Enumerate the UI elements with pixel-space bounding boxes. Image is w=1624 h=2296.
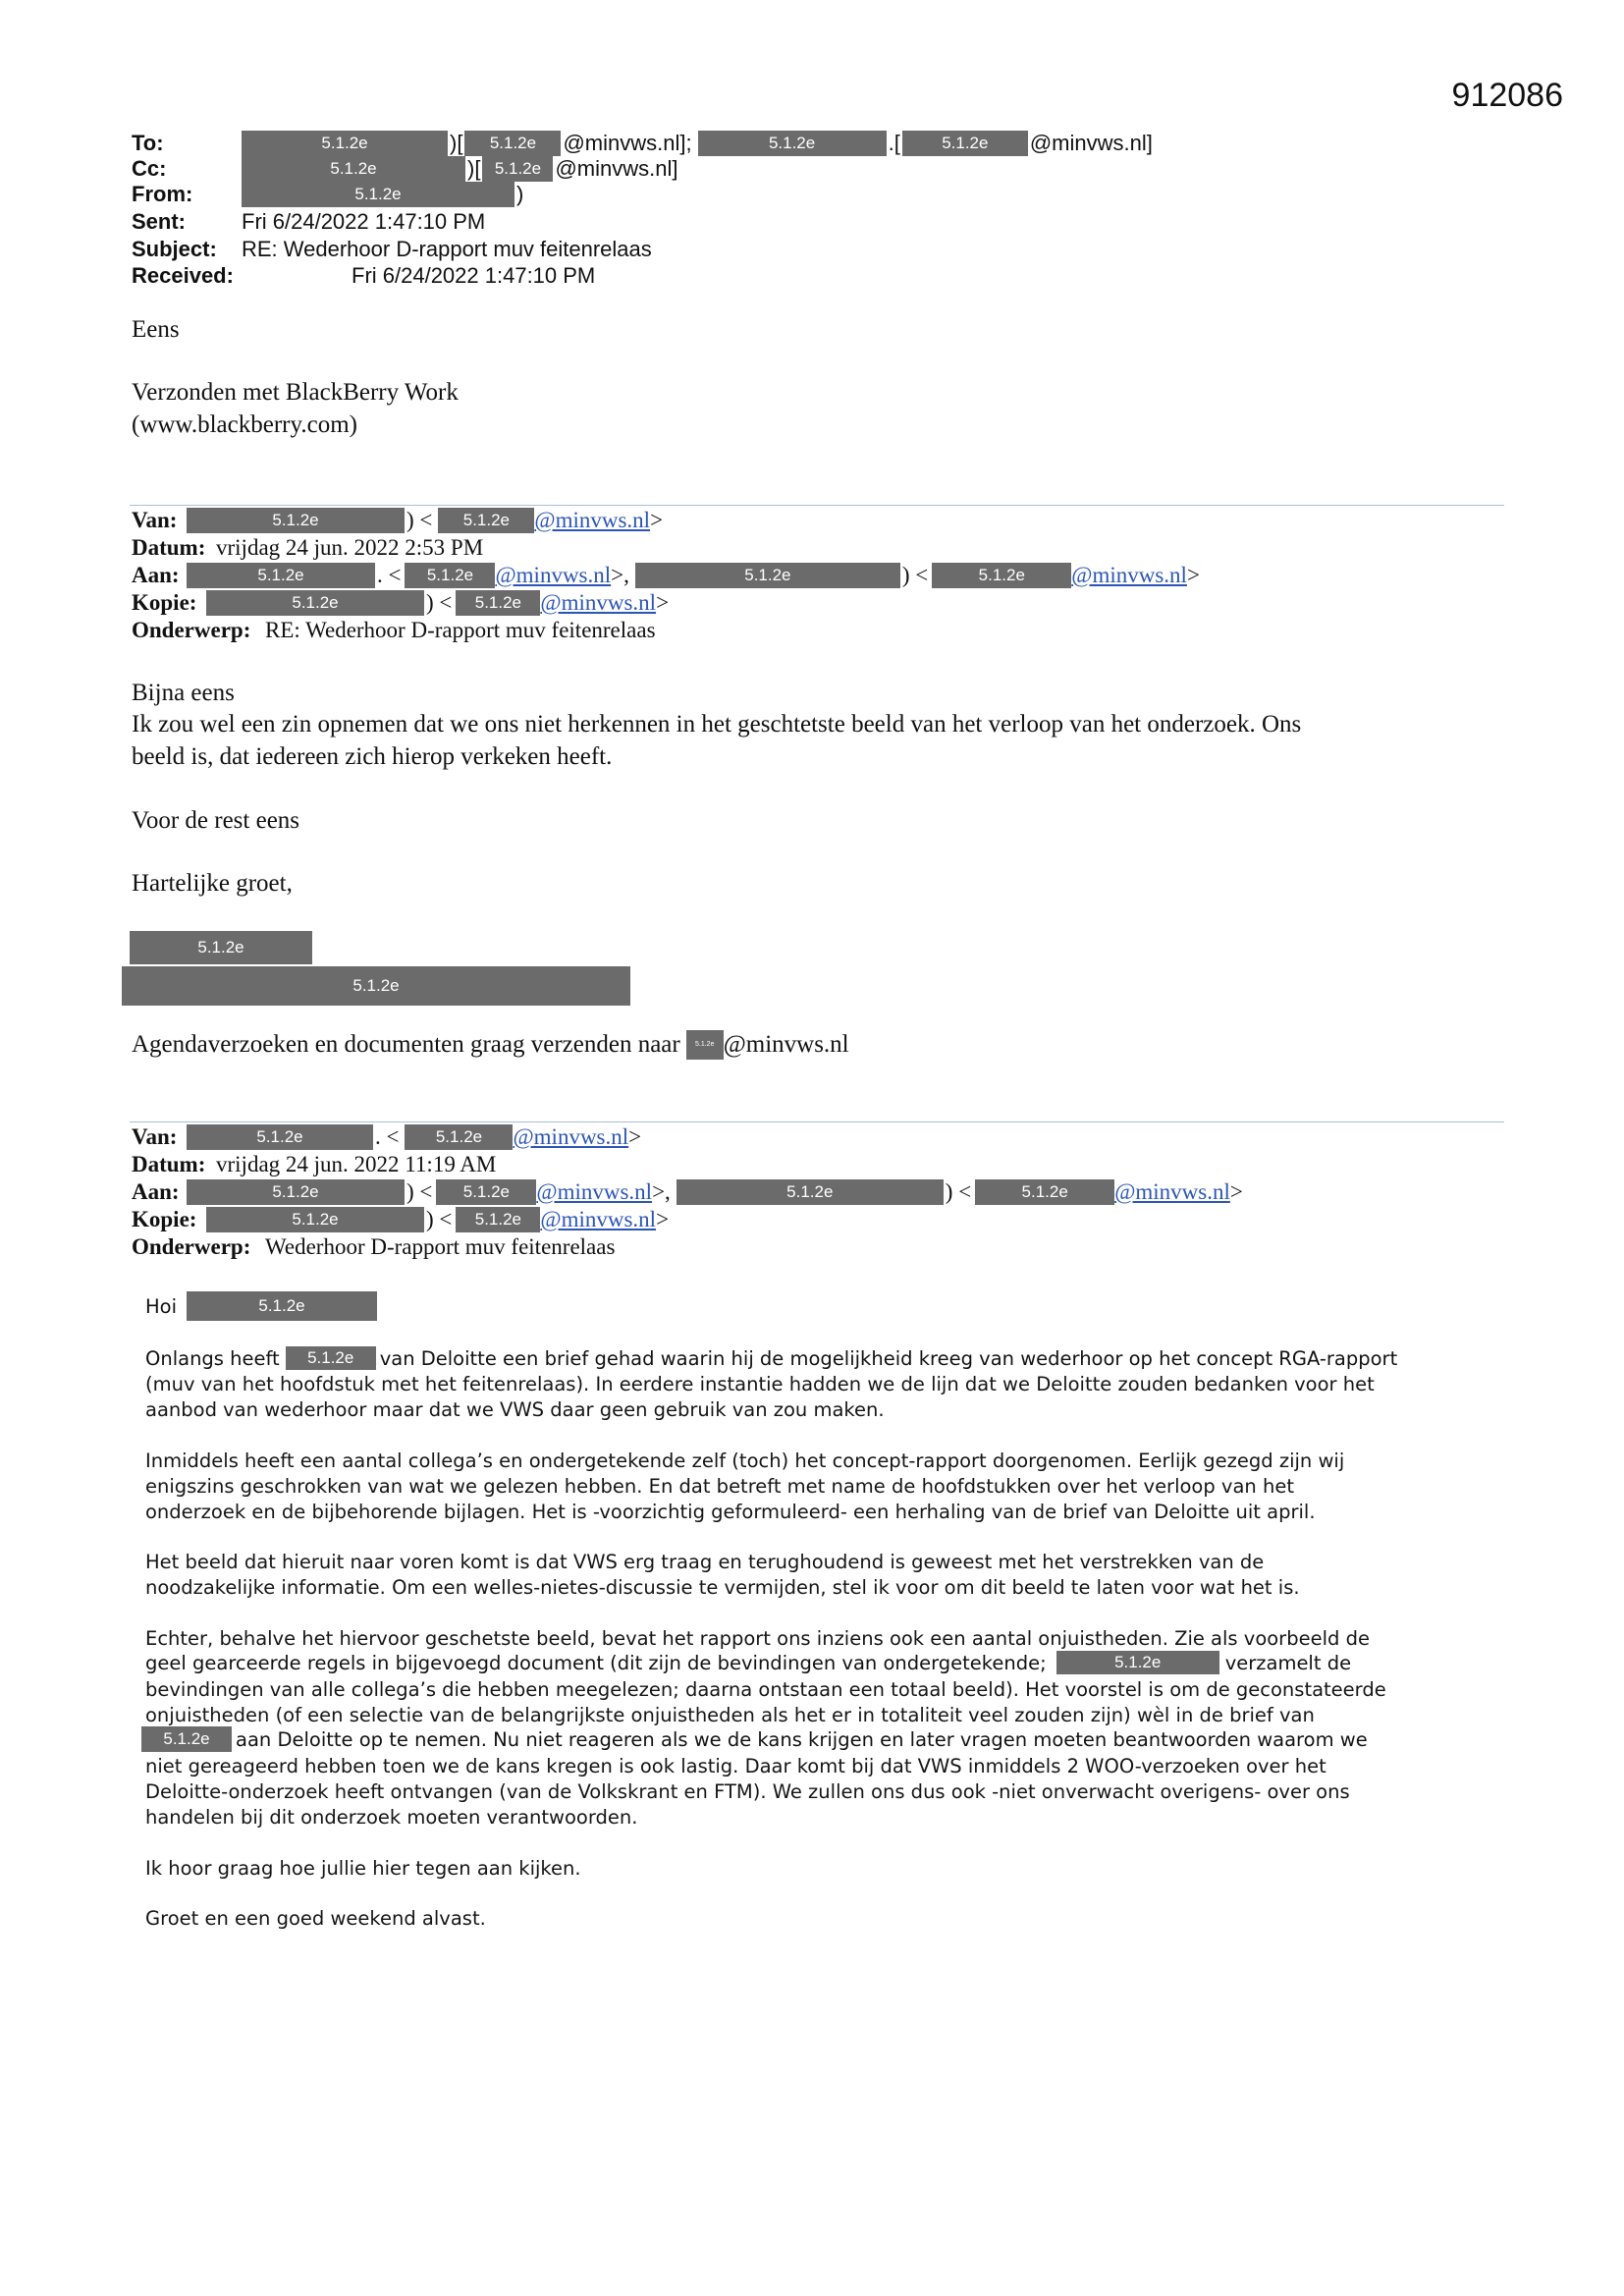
redaction-box: 5.1.2e xyxy=(242,131,448,156)
paragraph-line: aanbod van wederhoor maar dat we VWS daar geen gebruik van zou maken. xyxy=(145,1398,885,1421)
aan-separator: >, xyxy=(611,563,629,587)
aan-separator: . < xyxy=(377,563,402,587)
agenda-email: @minvws.nl xyxy=(723,1031,849,1058)
closing-line: Groet en een goed weekend alvast. xyxy=(145,1907,486,1930)
body-text: verzamelt de xyxy=(1224,1651,1352,1674)
redaction-box: 5.1.2e xyxy=(187,1124,373,1150)
aan-email-link[interactable]: @minvws.nl xyxy=(1114,1179,1230,1204)
redaction-box: 5.1.2e xyxy=(698,131,887,156)
to-row xyxy=(132,130,1153,157)
redaction-box: 5.1.2e xyxy=(187,1179,405,1205)
received-row xyxy=(132,262,595,290)
redaction-box: 5.1.2e xyxy=(405,563,495,588)
aan-separator: ) < xyxy=(901,563,929,587)
to-label: To: xyxy=(132,131,164,155)
kopie-label: Kopie: xyxy=(132,1207,197,1231)
redaction-box: 5.1.2e xyxy=(206,590,424,616)
mail2-body-line: Bijna eens xyxy=(132,680,235,706)
paragraph-line xyxy=(145,1345,1397,1371)
van-label: Van: xyxy=(132,1124,178,1149)
redaction-box: 5.1.2e xyxy=(405,1124,513,1150)
kopie-email-link[interactable]: @minvws.nl xyxy=(540,1207,657,1231)
mail2-body-line: Ik zou wel een zin opnemen dat we ons niet herkennen in het geschtetste beeld van het verloop van het onderzoek. Ons xyxy=(132,711,1302,738)
paragraph-line: onjuistheden (of een selectie van de belangrijkste onjuistheden als het er in totaliteit veel zouden zijn) wèl in de brief van xyxy=(145,1704,1315,1726)
datum-row xyxy=(132,534,483,562)
aan-separator: >, xyxy=(652,1179,671,1204)
paragraph-line xyxy=(141,1726,1368,1752)
greeting-text: Hoi xyxy=(145,1294,178,1318)
subject-label: Subject: xyxy=(132,237,217,261)
cc-row xyxy=(132,155,677,183)
signature-redaction: 5.1.2e xyxy=(122,966,630,1006)
redaction-box: 5.1.2e xyxy=(187,563,375,588)
received-value: Fri 6/24/2022 1:47:10 PM xyxy=(352,263,596,288)
divider xyxy=(130,505,1504,506)
cc-label: Cc: xyxy=(132,156,167,181)
redaction-box: 5.1.2e xyxy=(456,590,540,616)
aan-bracket: > xyxy=(1186,563,1200,587)
from-row xyxy=(132,181,523,208)
aan-label: Aan: xyxy=(132,563,180,587)
paragraph-line xyxy=(145,1650,1351,1675)
kopie-separator: ) < xyxy=(426,590,453,615)
reply-body-text: Eens xyxy=(132,316,180,343)
to-separator: .[ xyxy=(888,131,900,155)
datum-value: vrijdag 24 jun. 2022 11:19 AM xyxy=(216,1152,497,1176)
greeting-line xyxy=(145,1292,377,1320)
onderwerp-label: Onderwerp: xyxy=(132,618,251,642)
onderwerp-value: RE: Wederhoor D-rapport muv feitenrelaas xyxy=(265,618,656,642)
paragraph-line: Deloitte-onderzoek heeft ontvangen (van de Volkskrant en FTM). We zullen ons dus ook -niet onverwacht overigens- over ons xyxy=(145,1780,1350,1803)
document-number: 912086 xyxy=(1451,77,1563,114)
aan-separator: ) < xyxy=(406,1179,433,1204)
van-separator: ) < xyxy=(406,508,433,532)
paragraph-line: bevindingen van alle collega’s die hebben meegelezen; daarna ontstaan een totaal beeld). Het voorstel is om de geconstateerde xyxy=(145,1678,1386,1701)
from-separator: ) xyxy=(516,182,524,206)
onderwerp-row xyxy=(132,617,656,644)
redaction-box: 5.1.2e xyxy=(456,1207,540,1232)
redaction-box: 5.1.2e xyxy=(635,563,900,588)
aan-email-link[interactable]: @minvws.nl xyxy=(536,1179,653,1204)
redaction-box: 5.1.2e xyxy=(206,1207,424,1232)
van-label: Van: xyxy=(132,508,178,532)
kopie-separator: ) < xyxy=(426,1207,453,1231)
mail2-body-line: Voor de rest eens xyxy=(132,807,300,834)
paragraph-line: handelen bij dit onderzoek moeten verantwoorden. xyxy=(145,1806,638,1829)
mail2-body-line: beeld is, dat iedereen zich hierop verkeken heeft. xyxy=(132,743,613,770)
van-bracket: > xyxy=(628,1124,642,1149)
redaction-box: 5.1.2e xyxy=(141,1726,232,1752)
paragraph-line: Inmiddels heeft een aantal collega’s en ondergetekende zelf (toch) het concept-rapport doorgenomen. Eerlijk gezegd zijn wij xyxy=(145,1449,1345,1472)
van-bracket: > xyxy=(650,508,664,532)
sent-row xyxy=(132,208,485,236)
aan-email-link[interactable]: @minvws.nl xyxy=(1071,563,1187,587)
van-email-link[interactable]: @minvws.nl xyxy=(534,508,651,532)
body-text: Onlangs heeft xyxy=(145,1346,280,1370)
kopie-label: Kopie: xyxy=(132,590,197,615)
to-email: @minvws.nl] xyxy=(1029,131,1153,155)
redaction-box: 5.1.2e xyxy=(187,508,405,533)
redaction-box: 5.1.2e xyxy=(187,1291,377,1321)
datum-label: Datum: xyxy=(132,535,206,560)
van-email-link[interactable]: @minvws.nl xyxy=(513,1124,629,1149)
onderwerp-row xyxy=(132,1233,615,1261)
to-separator: )[ xyxy=(450,131,463,155)
redaction-box: 5.1.2e xyxy=(677,1179,944,1205)
paragraph-line: (muv van het hoofdstuk met het feitenrelaas). In eerdere instantie hadden we de lijn dat we Deloitte zouden bedanken voor het xyxy=(145,1373,1375,1395)
paragraph-line: enigszins geschrokken van wat we gelezen hebben. En dat betreft met name de hoofdstukken over het verloop van het xyxy=(145,1475,1294,1498)
from-label: From: xyxy=(132,182,193,206)
signature-redaction: 5.1.2e xyxy=(130,931,312,964)
van-row xyxy=(132,1123,641,1151)
paragraph-line: Echter, behalve het hiervoor geschetste beeld, bevat het rapport ons inziens ook een aantal onjuistheden. Zie als voorbeeld de xyxy=(145,1627,1370,1650)
paragraph-line: niet gereageerd hebben toen we de kans kregen is ook lastig. Daar komt bij dat VWS inmiddels 2 WOO-verzoeken over het xyxy=(145,1755,1326,1777)
signature-line: (www.blackberry.com) xyxy=(132,411,357,438)
paragraph-line: noodzakelijke informatie. Om een welles-nietes-discussie te vermijden, stel ik voor om dit beeld te laten voor wat het is. xyxy=(145,1576,1300,1599)
van-separator: . < xyxy=(375,1124,400,1149)
aan-bracket: > xyxy=(1229,1179,1243,1204)
aan-label: Aan: xyxy=(132,1179,180,1204)
datum-label: Datum: xyxy=(132,1152,206,1176)
onderwerp-label: Onderwerp: xyxy=(132,1234,251,1259)
aan-row xyxy=(132,562,1200,589)
redaction-box: 5.1.2e xyxy=(286,1346,376,1370)
divider xyxy=(130,1121,1504,1122)
redaction-box: 5.1.2e xyxy=(902,131,1028,156)
datum-value: vrijdag 24 jun. 2022 2:53 PM xyxy=(216,535,484,560)
subject-row xyxy=(132,236,652,263)
subject-value: RE: Wederhoor D-rapport muv feitenrelaas xyxy=(242,237,652,261)
kopie-email-link[interactable]: @minvws.nl xyxy=(540,590,657,615)
redaction-box: 5.1.2e xyxy=(1056,1651,1219,1674)
cc-separator: )[ xyxy=(467,156,481,181)
signature-line: Verzonden met BlackBerry Work xyxy=(132,379,459,406)
kopie-bracket: > xyxy=(656,590,670,615)
redaction-box: 5.1.2e xyxy=(686,1030,724,1060)
sent-label: Sent: xyxy=(132,209,186,234)
van-row xyxy=(132,507,663,534)
agenda-text: Agendaverzoeken en documenten graag verzenden naar xyxy=(132,1031,680,1058)
paragraph-line: onderzoek en de bijbehorende bijlagen. Het is -voorzichtig geformuleerd- een herhaling van de brief van Deloitte uit april. xyxy=(145,1501,1316,1523)
body-text: geel gearceerde regels in bijgevoegd document (dit zijn de bevindingen van ondergetekende; xyxy=(145,1651,1047,1674)
redaction-box: 5.1.2e xyxy=(464,131,561,156)
paragraph-line: Ik hoor graag hoe jullie hier tegen aan kijken. xyxy=(145,1857,581,1880)
received-label: Received: xyxy=(132,263,234,288)
redaction-box: 5.1.2e xyxy=(482,156,553,182)
aan-email-link[interactable]: @minvws.nl xyxy=(495,563,612,587)
aan-separator: ) < xyxy=(945,1179,972,1204)
kopie-row xyxy=(132,1206,669,1233)
redaction-box: 5.1.2e xyxy=(242,182,514,207)
agenda-line xyxy=(132,1029,849,1061)
aan-row xyxy=(132,1178,1243,1206)
paragraph-line: Het beeld dat hieruit naar voren komt is dat VWS erg traag en terughoudend is geweest met het verstrekken van de xyxy=(145,1551,1265,1573)
kopie-row xyxy=(132,589,669,617)
redaction-box: 5.1.2e xyxy=(932,563,1071,588)
redaction-box: 5.1.2e xyxy=(975,1179,1114,1205)
redaction-box: 5.1.2e xyxy=(436,1179,536,1205)
to-email: @minvws.nl]; xyxy=(563,131,692,155)
redaction-box: 5.1.2e xyxy=(242,156,465,182)
sent-value: Fri 6/24/2022 1:47:10 PM xyxy=(242,209,486,234)
datum-row xyxy=(132,1151,496,1178)
onderwerp-value: Wederhoor D-rapport muv feitenrelaas xyxy=(265,1234,616,1259)
mail2-closing: Hartelijke groet, xyxy=(132,870,293,897)
cc-email: @minvws.nl] xyxy=(555,156,678,181)
kopie-bracket: > xyxy=(656,1207,670,1231)
body-text: van Deloitte een brief gehad waarin hij de mogelijkheid kreeg van wederhoor op het concept RGA-rapport xyxy=(379,1346,1398,1370)
body-text: aan Deloitte op te nemen. Nu niet reageren als we de kans krijgen en later vragen moeten beantwoorden waarom we xyxy=(236,1727,1368,1751)
redaction-box: 5.1.2e xyxy=(438,508,534,533)
